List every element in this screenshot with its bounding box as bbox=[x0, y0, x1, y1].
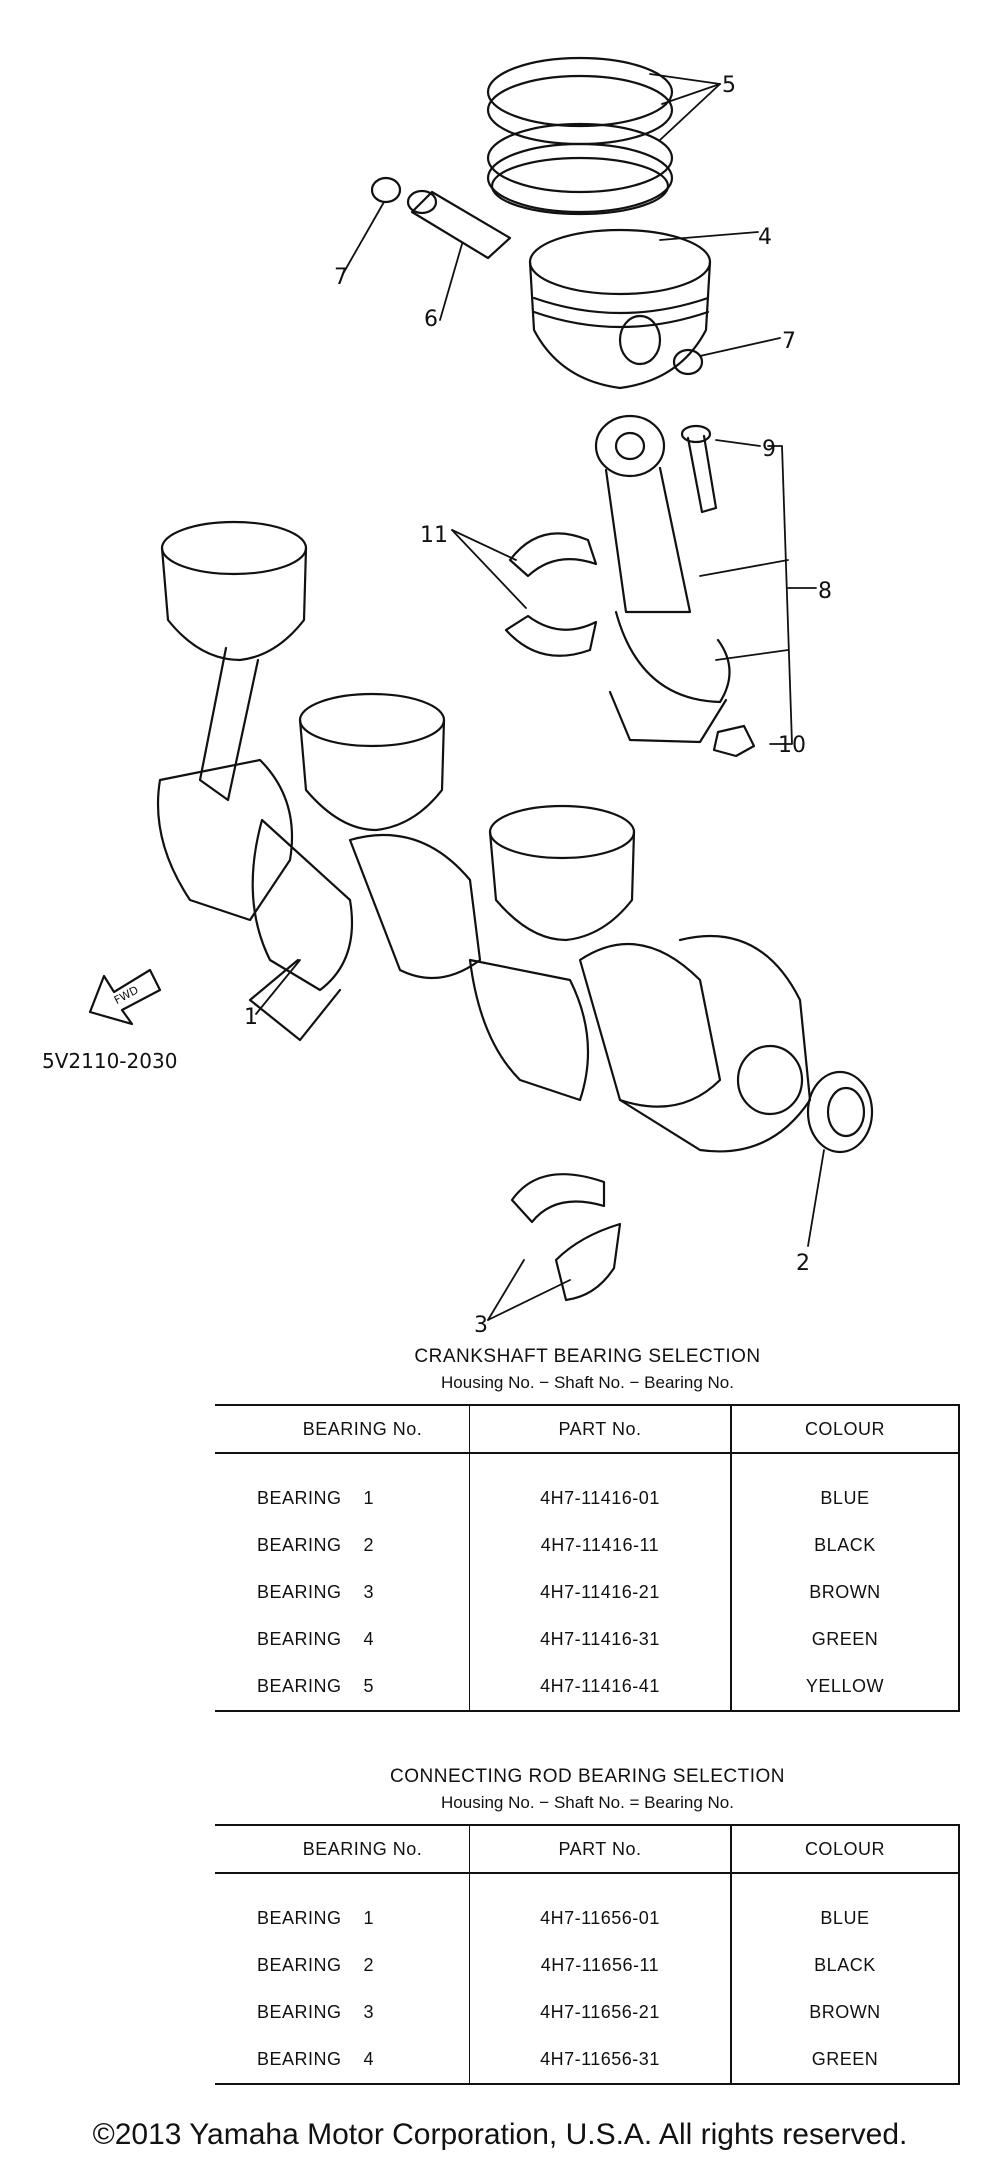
colour-cell: GREEN bbox=[731, 2036, 959, 2084]
callout-7-left: 7 bbox=[334, 265, 348, 290]
callout-6: 6 bbox=[424, 307, 438, 332]
bearing-cell: BEARING 1 bbox=[257, 1908, 375, 1928]
table-row bbox=[215, 1873, 959, 1942]
table-header-row bbox=[215, 1825, 959, 1873]
colour-cell: BLACK bbox=[731, 1942, 959, 1989]
colour-cell: BLUE bbox=[731, 1453, 959, 1522]
column-header-colour: COLOUR bbox=[731, 1825, 959, 1873]
callout-3: 3 bbox=[474, 1313, 488, 1338]
column-header-bearing: BEARING No. bbox=[215, 1405, 470, 1453]
part-cell: 4H7-11416-21 bbox=[470, 1569, 731, 1616]
callout-2: 2 bbox=[796, 1251, 810, 1276]
colour-cell: BLUE bbox=[731, 1873, 959, 1942]
bearing-cell: BEARING 4 bbox=[257, 1629, 375, 1649]
rod-nut bbox=[714, 726, 754, 756]
circlip-left bbox=[372, 178, 400, 202]
callout-9: 9 bbox=[762, 437, 776, 462]
callout-8: 8 bbox=[818, 579, 832, 604]
column-header-colour: COLOUR bbox=[731, 1405, 959, 1453]
table-row bbox=[215, 1453, 959, 1522]
piston-rings bbox=[488, 58, 672, 214]
rod-bearings bbox=[506, 533, 596, 655]
callout-11: 11 bbox=[420, 523, 448, 548]
bearing-cell: BEARING 3 bbox=[257, 2002, 375, 2022]
table-row bbox=[215, 1989, 959, 2036]
colour-cell: BLACK bbox=[731, 1522, 959, 1569]
part-cell: 4H7-11656-21 bbox=[470, 1989, 731, 2036]
column-header-part: PART No. bbox=[470, 1405, 731, 1453]
table-row bbox=[215, 1616, 959, 1663]
crankshaft-bearing-table bbox=[215, 1404, 960, 1712]
table-row bbox=[215, 1569, 959, 1616]
table-header-row bbox=[215, 1405, 959, 1453]
part-cell: 4H7-11416-01 bbox=[470, 1453, 731, 1522]
copyright-notice: ©2013 Yamaha Motor Corporation, U.S.A. All rights reserved. bbox=[92, 2118, 908, 2151]
colour-cell: BROWN bbox=[731, 1989, 959, 2036]
colour-cell: GREEN bbox=[731, 1616, 959, 1663]
connecting-rod-bearing-table bbox=[215, 1824, 960, 2085]
callout-5: 5 bbox=[722, 73, 736, 98]
connecting-rod-bearing-subtitle: Housing No. − Shaft No. = Bearing No. bbox=[441, 1793, 734, 1812]
table-row bbox=[215, 1522, 959, 1569]
crankshaft-bearing-subtitle: Housing No. − Shaft No. − Bearing No. bbox=[441, 1373, 734, 1392]
table-row bbox=[215, 1942, 959, 1989]
column-header-part: PART No. bbox=[470, 1825, 731, 1873]
connecting-rod-bearing-title: CONNECTING ROD BEARING SELECTION bbox=[390, 1766, 785, 1787]
bearing-cell: BEARING 5 bbox=[215, 1663, 470, 1711]
crankshaft-bearing-title: CRANKSHAFT BEARING SELECTION bbox=[414, 1346, 761, 1367]
colour-cell: BROWN bbox=[731, 1569, 959, 1616]
table-row bbox=[215, 2036, 959, 2084]
column-header-bearing: BEARING No. bbox=[215, 1825, 470, 1873]
callout-10: 10 bbox=[778, 733, 806, 758]
fwd-label: FWD bbox=[111, 983, 141, 1007]
bearing-cell: BEARING 1 bbox=[257, 1488, 375, 1508]
crankshaft-assembly bbox=[158, 522, 810, 1151]
part-cell: 4H7-11656-31 bbox=[470, 2036, 731, 2084]
bearing-cell: BEARING 2 bbox=[257, 1535, 375, 1555]
rod-bolt bbox=[682, 426, 716, 512]
callout-7-right: 7 bbox=[782, 329, 796, 354]
bearing-cell: BEARING 4 bbox=[215, 2036, 470, 2084]
piston-pin bbox=[408, 191, 510, 258]
drawing-code: 5V2110-2030 bbox=[42, 1049, 178, 1073]
bearing-cell: BEARING 3 bbox=[257, 1582, 375, 1602]
part-cell: 4H7-11656-01 bbox=[470, 1873, 731, 1942]
crankshaft-bearing-section bbox=[215, 1344, 960, 1712]
table-row bbox=[215, 1663, 959, 1711]
part-cell: 4H7-11416-41 bbox=[470, 1663, 731, 1711]
part-cell: 4H7-11416-31 bbox=[470, 1616, 731, 1663]
oil-seal bbox=[808, 1072, 872, 1152]
piston bbox=[530, 230, 710, 388]
bearing-cell: BEARING 2 bbox=[257, 1955, 375, 1975]
circlip-right bbox=[674, 350, 702, 374]
callout-4: 4 bbox=[758, 225, 772, 250]
part-cell: 4H7-11416-11 bbox=[470, 1522, 731, 1569]
connecting-rod-bearing-section bbox=[215, 1764, 960, 2085]
part-cell: 4H7-11656-11 bbox=[470, 1942, 731, 1989]
colour-cell: YELLOW bbox=[731, 1663, 959, 1711]
callout-1: 1 bbox=[244, 1005, 258, 1030]
